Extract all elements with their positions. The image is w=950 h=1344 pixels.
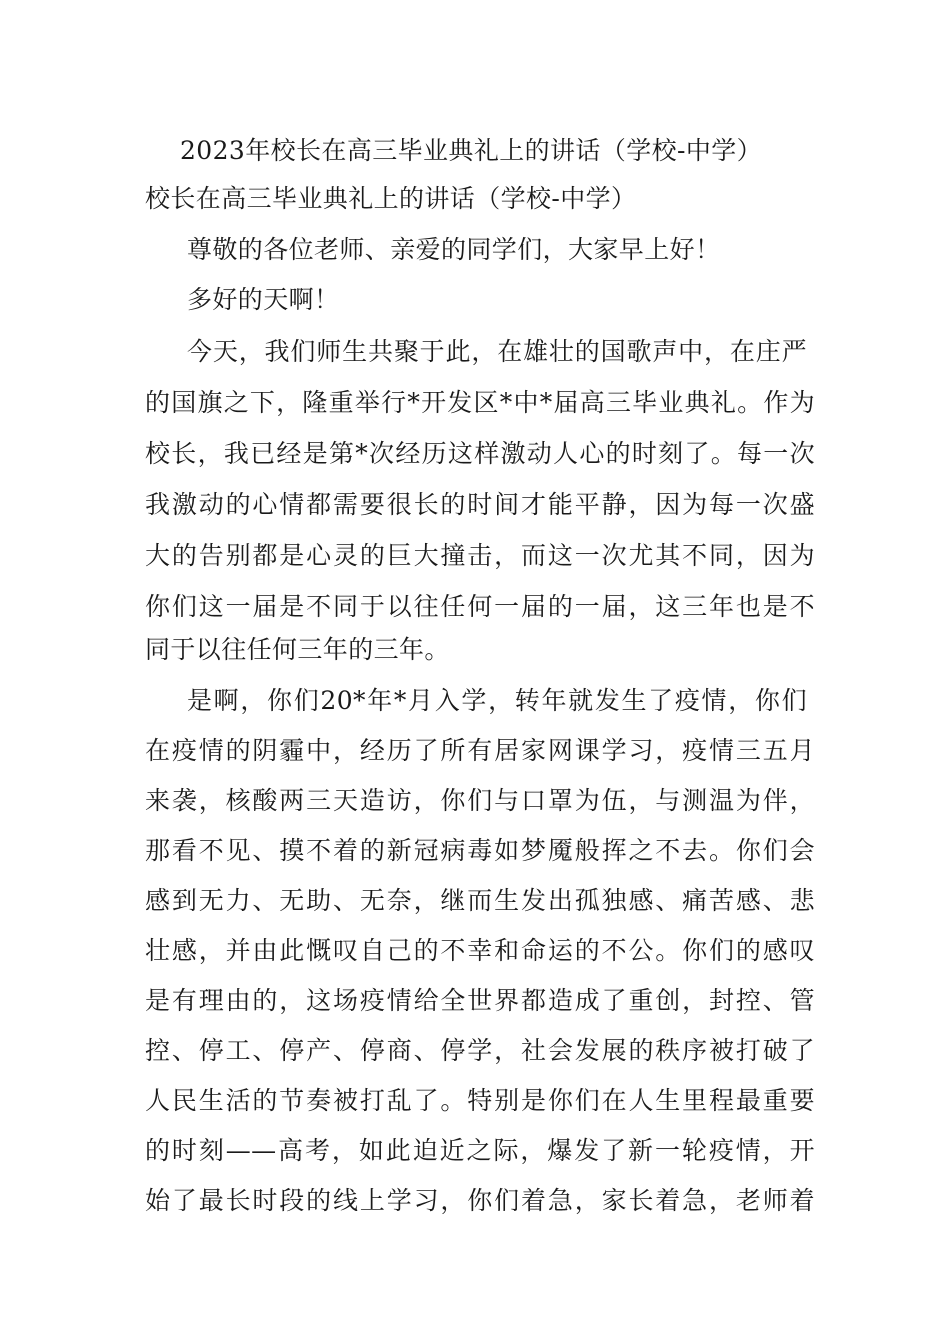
- exclaim-line: 多好的天啊！: [187, 285, 340, 314]
- paragraph2-line: 始了最长时段的线上学习，你们着急，家长着急，老师着: [145, 1186, 815, 1215]
- paragraph2-line: 人民生活的节奏被打乱了。特别是你们在人生里程最重要: [145, 1086, 815, 1115]
- paragraph2-line: 感到无力、无助、无奈，继而生发出孤独感、痛苦感、悲: [145, 886, 815, 915]
- paragraph1-line: 你们这一届是不同于以往任何一届的一届，这三年也是不: [145, 592, 815, 621]
- paragraph2-line: 壮感，并由此慨叹自己的不幸和命运的不公。你们的感叹: [145, 936, 815, 965]
- paragraph2-line: 的时刻——高考，如此迫近之际，爆发了新一轮疫情，开: [145, 1136, 815, 1165]
- paragraph2-line: 在疫情的阴霾中，经历了所有居家网课学习，疫情三五月: [145, 736, 815, 765]
- paragraph1-line: 我激动的心情都需要很长的时间才能平静，因为每一次盛: [145, 490, 815, 519]
- paragraph2-line: 来袭，核酸两三天造访，你们与口罩为伍，与测温为伴，: [145, 786, 815, 815]
- paragraph1-line: 同于以往任何三年的三年。: [145, 635, 450, 664]
- paragraph1-line: 校长，我已经是第*次经历这样激动人心的时刻了。每一次: [145, 439, 815, 468]
- paragraph2-line: 是有理由的，这场疫情给全世界都造成了重创，封控、管: [145, 986, 815, 1015]
- document-subtitle: 校长在高三毕业典礼上的讲话（学校-中学）: [145, 184, 637, 213]
- greeting-line: 尊敬的各位老师、亲爱的同学们，大家早上好！: [187, 235, 721, 264]
- document-title: 2023年校长在高三毕业典礼上的讲话（学校-中学）: [180, 136, 763, 165]
- paragraph1-line: 今天，我们师生共聚于此，在雄壮的国歌声中，在庄严: [187, 337, 807, 366]
- paragraph1-line: 大的告别都是心灵的巨大撞击，而这一次尤其不同，因为: [145, 541, 815, 570]
- paragraph1-line: 的国旗之下，隆重举行*开发区*中*届高三毕业典礼。作为: [145, 388, 815, 417]
- paragraph2-line: 控、停工、停产、停商、停学，社会发展的秩序被打破了: [145, 1036, 815, 1065]
- paragraph2-line: 那看不见、摸不着的新冠病毒如梦魇般挥之不去。你们会: [145, 836, 815, 865]
- paragraph2-line: 是啊，你们20*年*月入学，转年就发生了疫情，你们: [187, 686, 807, 715]
